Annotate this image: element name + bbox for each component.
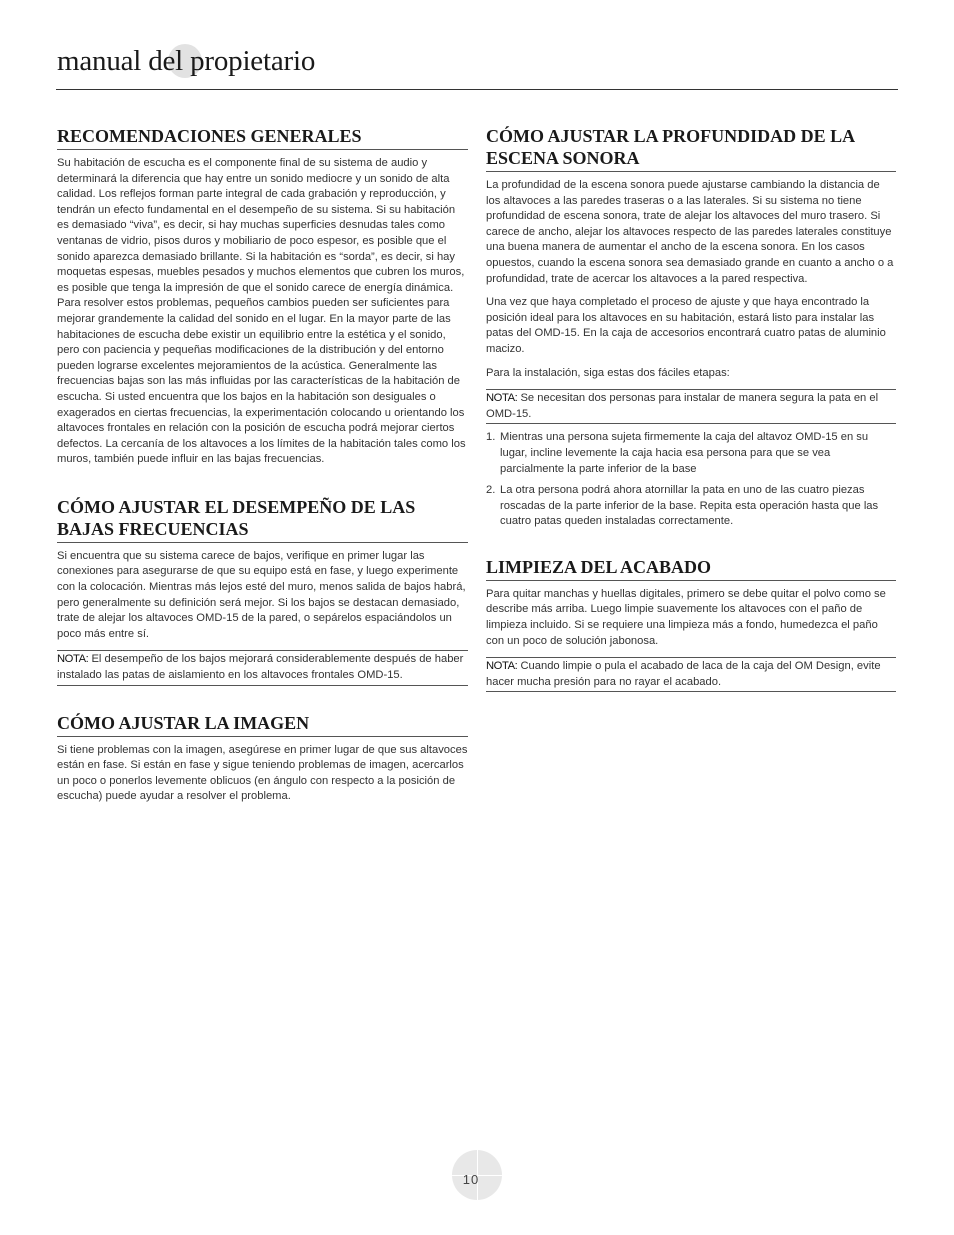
section-body: Para quitar manchas y huellas digitales, primero se debe quitar el polvo como se describe más arriba. Luego limpie suavemente los altavoces con el paño de limpieza incluido. Si se requiere una limpieza más a fondo, humedezca el paño con un poco de solución jabonosa. [486,587,886,647]
section-body: Su habitación de escucha es el componente final de su sistema de audio y determinará la diferencia que hay entre un sonido mediocre y un sonido de alta calidad. Los reflejos forman parte integral de cada grabación y reproducción, y tendrán un efecto fundamental en el desempeño de su sistema. Si su habitación es demasiado “viva”, es decir, si hay muchas superficies desnudas tales como ventanas de vidrio, pisos duros y mobiliario de poco espesor, es posible que el sonido aparezca demasiado brillante. Si la habitación es “sorda”, es decir, si hay moquetas espesas, muebles pesados y muchos elementos que cubren los muros, es posible que tenga la impresión de que el sonido carece de energía dinámica. Para resolver estos problemas, pequeños cambios pueden ser suficientes para mejorar grandemente la calidad del sonido en el lugar. En la mayor parte de las habitaciones de escucha debe existir un equilibrio entre la estética y el sonido, pero con paciencia y pequeñas modificaciones de la distribución y del entorno pueden lograrse excelentes mejoramientos de la acústica. Generalmente las frecuencias bajas son las más influidas por las características de la habitación de escucha. Si usted encuentra que los bajos en la habitación son desiguales o exagerados en ciertas frecuencias, la experimentación colocando u orientando los altavoces frontales en relación con la posición de escucha podrá mejorar ciertos defectos. La cercanía de los altavoces a los límites de la habitación tales como los muros, también puede influir en las bajas frecuencias. [57,157,466,466]
note-box [486,657,896,692]
installation-steps [486,430,896,530]
page-number: 10 [462,1172,480,1187]
section-heading: LIMPIEZA DEL ACABADO [486,556,896,581]
note-text: Se necesitan dos personas para instalar de manera segura la pata en el OMD-15. [486,392,879,420]
header-divider [56,89,898,90]
step-text: La otra persona podrá ahora atornillar la pata en uno de las cuatro piezas roscadas de la parte inferior de la base. Repita esta operación hasta que las cuatro patas queden instaladas correctamente. [500,484,879,528]
section-heading: CÓMO AJUSTAR LA IMAGEN [57,712,468,737]
section-heading: CÓMO AJUSTAR LA PROFUNDIDAD DE LA ESCENA SONORA [486,125,896,172]
note-text: El desempeño de los bajos mejorará considerablemente después de haber instalado las patas de aislamiento en los altavoces frontales OMD-15. [57,653,464,682]
note-label: NOTA: [57,653,89,666]
section-general-recommendations [57,125,468,468]
right-column [486,125,896,698]
note-box [486,389,896,424]
section-finish-cleaning [486,556,896,693]
section-imaging [57,712,468,805]
section-soundstage-depth [486,125,896,530]
section-bass-performance [57,496,468,686]
note-text: Cuando limpie o pula el acabado de laca de la caja del OM Design, evite hacer mucha presión para no rayar el acabado. [486,660,881,688]
left-column [57,125,468,813]
section-heading: CÓMO AJUSTAR EL DESEMPEÑO DE LAS BAJAS FRECUENCIAS [57,496,468,543]
section-paragraph: Para la instalación, siga estas dos fáciles etapas: [486,366,730,379]
note-label: NOTA: [486,392,518,405]
note-label: NOTA: [486,660,518,673]
section-heading: RECOMENDACIONES GENERALES [57,125,468,150]
note-box [57,650,468,685]
list-item [486,430,896,477]
section-paragraph: La profundidad de la escena sonora puede ajustarse cambiando la distancia de los altavoces a las paredes traseras o a las laterales. Si su sistema no tiene profundidad de escena sonora, trate de alejar los altavoces del muro trasero. Si carece de ancho, alejar los altavoces respecto de las paredes laterales constituye una buena manera de aumentar el ancho de la escena sonora. En los casos opuestos, cuando la escena sonora sea demasiado grande en cuanto a ancho o a profundidad, trate de acercar los altavoces a la pared respectiva. [486,179,894,285]
step-text: Mientras una persona sujeta firmemente la caja del altavoz OMD-15 en su lugar, incline levemente la caja hacia esa persona para que se vea parcialmente la parte inferior de la base [500,431,869,475]
step-number: 2. [486,484,496,497]
section-body: Si tiene problemas con la imagen, asegúrese en primer lugar de que sus altavoces están en fase. Si están en fase y sigue teniendo problemas de imagen, acercarlos un poco o ponerlos levemente oblicuos (en ángulo con respecto a la posición de escucha) puede ayudar a resolver el problema. [57,743,468,803]
page-title: manual del propietario [57,45,316,77]
step-number: 1. [486,431,496,444]
section-paragraph: Una vez que haya completado el proceso de ajuste y que haya encontrado la posición ideal para los altavoces en su habitación, estará listo para instalar las patas del OMD-15. En la caja de accesorios encontrará cuatro patas de aluminio macizo. [486,296,886,355]
list-item [486,483,896,530]
section-body: Si encuentra que su sistema carece de bajos, verifique en primer lugar las conexiones para asegurarse de que su equipo está en fase, y luego experimente con la colocación. Mientras más lejos esté del muro, menos salida de bajos habrá, pero generalmente su definición será mejor. Si los bajos se destacan demasiado, trate de alejar los altavoces OMD-15 de la pared, o sepárelos espaciándolos un poco más entre sí. [57,549,466,640]
